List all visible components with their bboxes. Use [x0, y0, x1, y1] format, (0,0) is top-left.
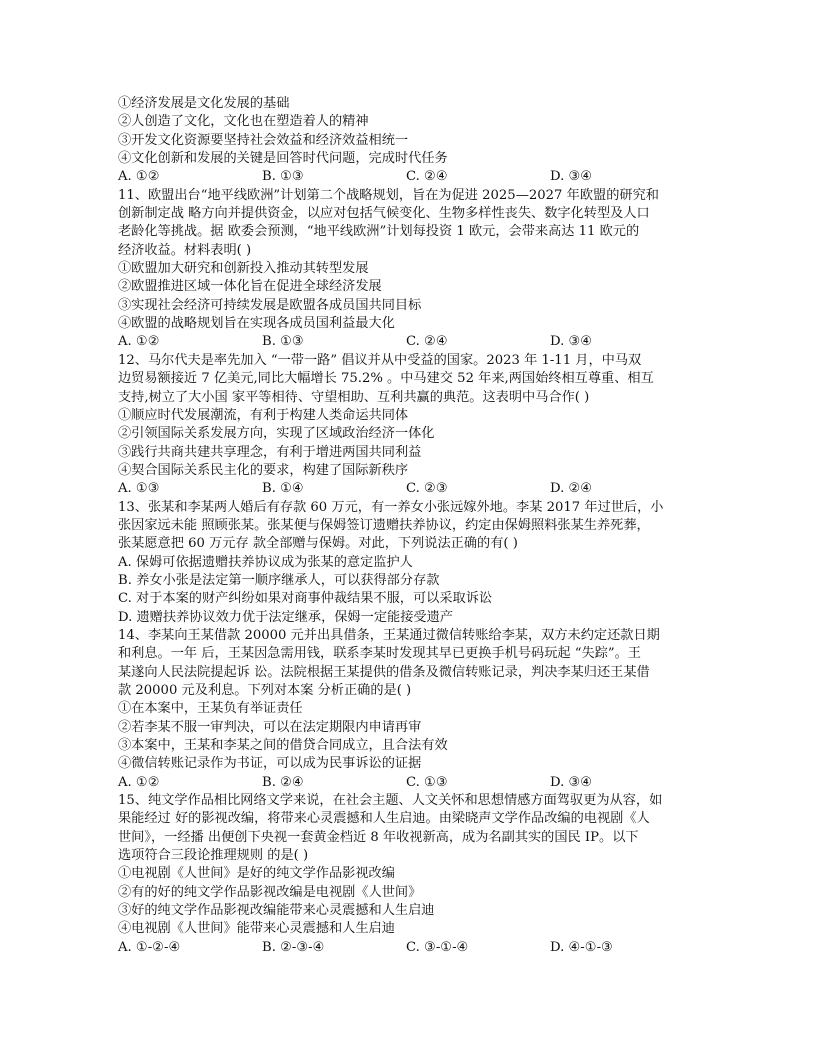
statement: ④契合国际关系民主化的要求，构建了国际新秩序	[118, 462, 409, 478]
option-a: A. ①②	[118, 774, 160, 790]
question-stem: 边贸易额接近 7 亿美元,同比大幅增长 75.2% 。中马建交 52 年来,两国始终相互尊重、相互	[118, 371, 654, 387]
statement: ④文化创新和发展的关键是回答时代问题，完成时代任务	[118, 151, 448, 167]
statement: ①电视剧《人世间》是好的纯文学作品影视改编	[118, 866, 395, 882]
answer-options	[118, 774, 698, 792]
answer-options	[118, 168, 698, 186]
answer-options	[118, 480, 698, 498]
question-stem: 创新制定战 略方向并提供资金，以应对包括气候变化、生物多样性丧失、数字化转型及人口	[118, 206, 650, 222]
exam-page	[118, 95, 698, 957]
choice-d: D. 遗赠扶养协议效力优于法定继承，保姆一定能接受遗产	[118, 609, 453, 625]
statement: ②若李某不服一审判决，可以在法定期限内申请再审	[118, 719, 422, 735]
statement: ②引领国际关系发展方向，实现了区域政治经济一体化	[118, 426, 435, 442]
statement: ①顺应时代发展潮流，有利于构建人类命运共同体	[118, 407, 409, 423]
question-stem: 支持,树立了大小国 家平等相待、守望相助、互利共赢的典范。这表明中马合作( )	[118, 389, 590, 405]
question-stem: 老龄化等挑战。据 欧委会预测，“地平线欧洲”计划每投资 1 欧元，会带来高达 11 欧元的	[118, 224, 640, 240]
option-c: C. ②④	[406, 169, 448, 185]
question-14	[118, 627, 698, 792]
option-b: B. ①④	[262, 481, 304, 497]
statement: ②人创造了文化，文化也在塑造着人的精神	[118, 114, 369, 130]
statement: ②欧盟推进区域一体化旨在促进全球经济发展	[118, 279, 382, 295]
choice-a: A. 保姆可依据遗赠扶养协议成为张某的意定监护人	[118, 554, 413, 570]
option-d: D. ②④	[550, 481, 593, 497]
question-stem: 15、纯文学作品相比网络文学来说，在社会主题、人文关怀和思想情感方面驾驭更为从容，如	[118, 793, 663, 809]
choice-b: B. 养女小张是法定第一顺序继承人，可以获得部分存款	[118, 572, 440, 588]
question-stem: 世间》，一经播 出便创下央视一套黄金档近 8 年收视新高，成为名副其实的国民 IP。以下	[118, 829, 639, 845]
statement: ②有的好的纯文学作品影视改编是电视剧《人世间》	[118, 884, 422, 900]
option-a: A. ①②	[118, 169, 160, 185]
choice-c: C. 对于本案的财产纠纷如果对商事仲裁结果不服，可以采取诉讼	[118, 591, 493, 607]
question-stem: 14、李某向王某借款 20000 元并出具借条，王某通过微信转账给李某，双方未约定还款日期	[118, 627, 660, 643]
statement: ③本案中，王某和李某之间的借贷合同成立，且合法有效	[118, 738, 448, 754]
option-c: C. ②③	[406, 481, 448, 497]
option-d: D. ③④	[550, 334, 593, 350]
question-stem: 某遂向人民法院提起诉 讼。法院根据王某提供的借条及微信转账记录，判决李某归还王某借	[118, 664, 650, 680]
question-stem: 选项符合三段论推理规则 的是( )	[118, 848, 309, 864]
question-15	[118, 792, 698, 957]
statement: ③好的纯文学作品影视改编能带来心灵震撼和人生启迪	[118, 903, 435, 919]
answer-options	[118, 939, 698, 957]
question-stem: 张因家远未能 照顾张某。张某便与保姆签订遗赠扶养协议，约定由保姆照料张某生养死葬，	[118, 517, 650, 533]
option-d: D. ④-①-③	[550, 939, 613, 955]
option-a: A. ①③	[118, 481, 160, 497]
option-b: B. ②-③-④	[262, 939, 325, 955]
option-c: C. ①③	[406, 774, 448, 790]
question-stem: 12、马尔代夫是率先加入 “一带一路” 倡议并从中受益的国家。2023 年 1-11 月，中马双	[118, 352, 642, 368]
statement: ①经济发展是文化发展的基础	[118, 96, 290, 111]
question-11	[118, 187, 698, 352]
question-stem: 果能经过 好的影视改编，将带来心灵震撼和人生启迪。由梁晓声文学作品改编的电视剧《人	[118, 811, 650, 827]
question-stem: 张某愿意把 60 万元存 款全部赠与保姆。对此，下列说法正确的有( )	[118, 536, 518, 552]
statement: ④电视剧《人世间》能带来心灵震撼和人生启迪	[118, 921, 395, 937]
question-stem: 经济收益。材料表明( )	[118, 242, 252, 258]
question-stem: 13、张某和李某两人婚后有存款 60 万元，有一养女小张远嫁外地。李某 2017 年过世后，小	[118, 499, 664, 515]
statement: ③践行共商共建共享理念，有利于增进两国共同利益	[118, 444, 422, 460]
statement: ④微信转账记录作为书证，可以成为民事诉讼的证据	[118, 756, 422, 772]
statement: ③实现社会经济可持续发展是欧盟各成员国共同目标	[118, 297, 422, 313]
statement: ③开发文化资源要坚持社会效益和经济效益相统一	[118, 132, 409, 148]
statement: ④欧盟的战略规划旨在实现各成员国利益最大化	[118, 316, 395, 332]
statement: ①欧盟加大研究和创新投入推动其转型发展	[118, 261, 369, 277]
option-b: B. ①③	[262, 169, 304, 185]
option-d: D. ③④	[550, 169, 593, 185]
option-a: A. ①②	[118, 334, 160, 350]
option-c: C. ③-①-④	[406, 939, 469, 955]
question-13	[118, 499, 698, 627]
option-d: D. ③④	[550, 774, 593, 790]
question-10	[118, 95, 698, 187]
option-b: B. ①③	[262, 334, 304, 350]
question-stem: 和利息。一年 后，王某因急需用钱，联系李某时发现其早已更换手机号码玩起 “失踪”。王	[118, 646, 641, 662]
question-stem: 款 20000 元及利息。下列对本案 分析正确的是( )	[118, 683, 412, 698]
option-c: C. ②④	[406, 334, 448, 350]
question-stem: 11、欧盟出台“地平线欧洲”计划第二个战略规划，旨在为促进 2025—2027 年欧盟的研究和	[118, 187, 659, 203]
answer-options	[118, 333, 698, 351]
option-b: B. ②④	[262, 774, 304, 790]
statement: ①在本案中，王某负有举证责任	[118, 701, 303, 717]
option-a: A. ①-②-④	[118, 939, 181, 955]
question-12	[118, 352, 698, 499]
